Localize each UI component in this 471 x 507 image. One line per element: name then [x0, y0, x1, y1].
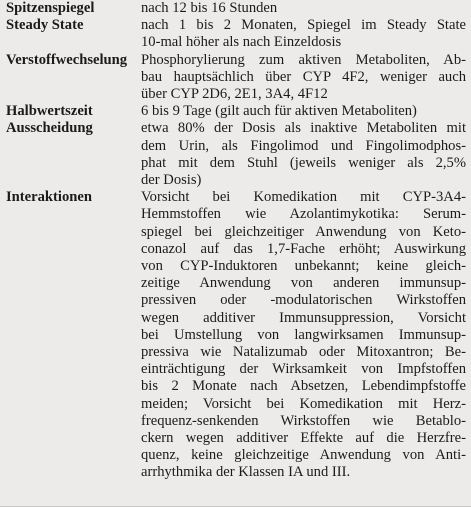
value-line: einträchtigung der Wirksamkeit von Impfstoffen [141, 361, 466, 378]
value-line: phat mit dem Stuhl (jeweils weniger als 2,5% [141, 154, 466, 171]
value-line: conazol auf das 1,7-Fache erhöht; Auswirkung [141, 240, 466, 257]
row-verstoffwechselung [6, 52, 466, 104]
row-value [141, 0, 466, 17]
value-line: über CYP 2D6, 2E1, 3A4, 4F12 [141, 86, 328, 103]
row-spitzenspiegel [6, 0, 466, 17]
row-value [141, 52, 466, 104]
value-line: spiegel bei gleichzeitiger Anwendung von Keto- [141, 223, 466, 240]
value-line: ckern wegen additiver Effekte auf die Herzfre- [141, 430, 466, 447]
row-steady-state [6, 17, 466, 51]
value-line: Phosphorylierung zum aktiven Metaboliten, Ab- [141, 51, 466, 68]
value-line: 6 bis 9 Tage (gilt auch für aktiven Metaboliten) [141, 103, 417, 120]
value-line: wegen additiver Immunsuppression, Vorsicht [141, 309, 466, 326]
value-line: der Dosis) [141, 172, 202, 189]
value-line: 10-mal höher als nach Einzeldosis [141, 34, 342, 51]
value-line: quenz, keine gleichzeitige Anwendung von Anti- [141, 447, 466, 464]
value-line: pressiven oder -modulatorischen Wirkstoffen [141, 292, 466, 309]
row-label: Interaktionen [6, 189, 92, 206]
value-line: bei Umstellung von langwirksamen Immunsup- [141, 326, 466, 343]
row-value [141, 17, 466, 51]
value-line: Vorsicht bei Komedikation mit CYP-3A4- [141, 189, 466, 206]
row-label: Steady State [6, 17, 84, 34]
value-line: pressiva wie Natalizumab oder Mitoxantron; Be- [141, 344, 466, 361]
row-ausscheidung [6, 120, 466, 189]
row-halbwertszeit [6, 103, 466, 120]
row-label: Spitzenspiegel [6, 0, 95, 16]
row-value [141, 189, 466, 481]
row-label: Halbwertszeit [6, 103, 93, 120]
value-line: bis 2 Monate nach Absetzen, Lebendimpfstoffe [141, 378, 466, 395]
row-label: Verstoffwechselung [6, 51, 128, 68]
value-line: frequenz-senkenden Wirkstoffen wie Betablo- [141, 412, 466, 429]
value-line: arrhythmika der Klassen IA und III. [141, 464, 351, 481]
value-line: nach 1 bis 2 Monaten, Spiegel im Steady State [141, 17, 466, 34]
value-line: bau hauptsächlich über CYP 4F2, weniger auch [141, 68, 466, 85]
value-line: meiden; Vorsicht bei Komedikation mit Herz- [141, 395, 466, 412]
row-label: Ausscheidung [6, 120, 93, 137]
value-line: Hemmstoffen wie Azolantimykotika: Serum- [141, 206, 466, 223]
value-line: zeitige Anwendung von anderen immunsup- [141, 275, 466, 292]
value-line: etwa 80% der Dosis als inaktive Metaboliten mit [141, 120, 466, 137]
value-line: von CYP-Induktoren unbekannt; keine gleich- [141, 258, 466, 275]
row-value [141, 103, 466, 120]
row-interaktionen [6, 189, 466, 481]
value-line: nach 12 bis 16 Stunden [141, 0, 278, 16]
value-line: dem Urin, als Fingolimod und Fingolimodphos- [141, 137, 466, 154]
row-value [141, 120, 466, 189]
